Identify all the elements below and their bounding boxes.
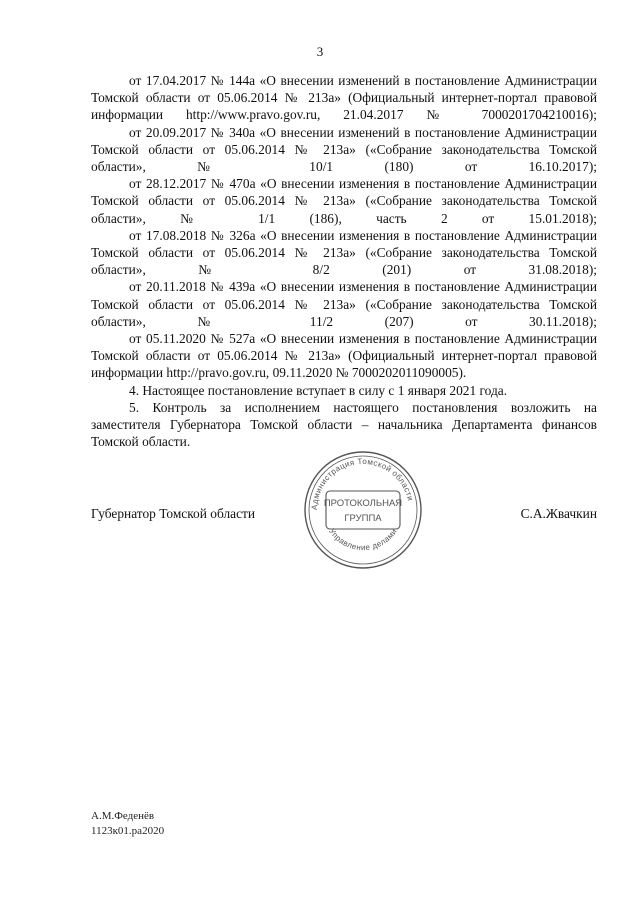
stamp-outer-text: Администрация Томской области <box>309 456 416 511</box>
document-code: 1123к01.ра2020 <box>91 825 165 837</box>
stamp-center-line1: ПРОТОКОЛЬНАЯ <box>323 498 403 509</box>
amendment-item: от 20.09.2017 № 340а «О внесении изменений в постановление Администрации Томской области от 05.06.2014 № 213а» («Собрание законодательства Томской области», № 10/1 (180) от 16.10.2017); <box>91 124 597 175</box>
amendment-item: от 05.11.2020 № 527а «О внесении изменения в постановление Администрации Томской области от 05.06.2014 № 213а» (Официальный интернет-портал правовой информации http://pravo.gov.ru, 09.11.2020 № 7000202011090005). <box>91 331 597 381</box>
amendment-item: от 17.04.2017 № 144а «О внесении изменений в постановление Администрации Томской области от 05.06.2014 № 213а» (Официальный интернет-портал правовой информации http://www.pravo.gov.ru, 21.04.2017 № 7000201704210016); <box>91 73 597 123</box>
executor-name: А.М.Феденёв <box>91 810 155 822</box>
amendment-item: от 20.11.2018 № 439а «О внесении изменения в постановление Администрации Томской области от 05.06.2014 № 213а» («Собрание законодательства Томской области», № 11/2 (207) от 30.11.2018); <box>91 279 597 329</box>
clause-control: 5. Контроль за исполнением настоящего постановления возложить на заместителя Губернатора Томской области – начальника Департамента финансов Томской области. <box>91 399 597 450</box>
document-body <box>91 72 597 450</box>
page-number: 3 <box>316 44 324 59</box>
amendment-item: от 17.08.2018 № 326а «О внесении изменения в постановление Администрации Томской области от 05.06.2014 № 213а» («Собрание законодательства Томской области», № 8/2 (201) от 31.08.2018); <box>91 227 597 278</box>
stamp-center-line2: ГРУППА <box>344 513 382 524</box>
stamp-bottom-text: Управление делами <box>327 526 399 553</box>
official-stamp <box>300 447 426 573</box>
clause-effective-date: 4. Настоящее постановление вступает в силу с 1 января 2021 года. <box>129 382 508 398</box>
amendment-item: от 28.12.2017 № 470а «О внесении изменения в постановление Администрации Томской области от 05.06.2014 № 213а» («Собрание законодательства Томской области», № 1/1 (186), часть 2 от 15.01.2018); <box>91 176 597 226</box>
signatory-title: Губернатор Томской области <box>91 506 256 521</box>
footer <box>91 809 164 839</box>
signatory-name: С.А.Жвачкин <box>520 506 597 521</box>
